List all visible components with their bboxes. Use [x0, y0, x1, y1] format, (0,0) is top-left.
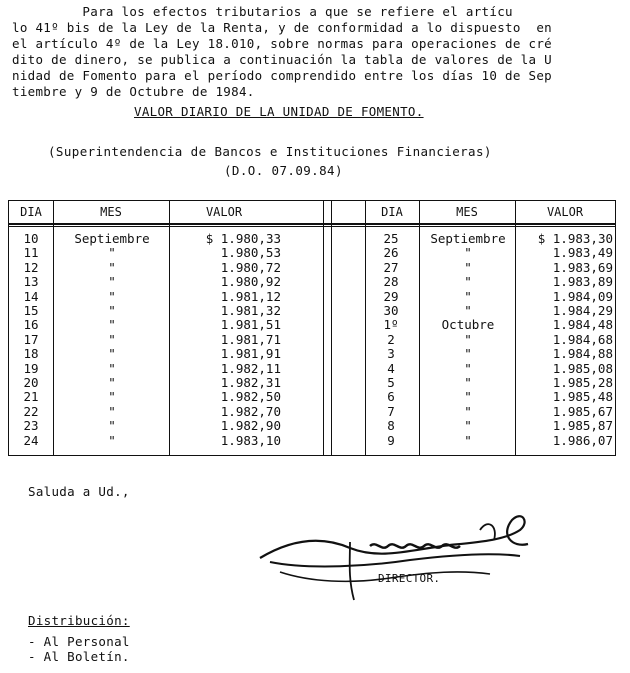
distribution-list	[28, 634, 130, 664]
intro-line: nidad de Fomento para el período comprendido entre los días 10 de Sep	[12, 68, 552, 83]
table-cell-dia: 25	[383, 231, 399, 246]
header-mes-right: MES	[456, 205, 478, 219]
table-cell-mes: "	[108, 389, 116, 405]
table-cell-dia: 24	[23, 432, 39, 448]
table-cell-dia: 2	[387, 331, 395, 347]
distribution-item: - Al Boletín.	[28, 649, 130, 664]
table-cell-valor: 1.982,11	[220, 360, 281, 376]
table-cell-dia: 1º	[383, 317, 399, 333]
table-cell-mes: "	[108, 360, 116, 376]
column-divider	[331, 201, 332, 455]
header-rule	[9, 226, 615, 227]
table-cell-mes: "	[464, 303, 472, 318]
table-cell-dia: 3	[387, 346, 395, 362]
column-divider	[169, 201, 170, 455]
table-cell-valor: 1.983,49	[552, 245, 613, 261]
table-cell-dia: 16	[23, 317, 39, 333]
header-valor-right: VALOR	[546, 205, 584, 219]
table-cell-valor: 1.980,92	[220, 274, 281, 290]
table-cell-mes: "	[464, 389, 472, 405]
table-cell-dia: 13	[23, 274, 39, 290]
table-cell-valor: 1.985,48	[552, 389, 613, 405]
table-cell-dia: 29	[383, 288, 399, 304]
table-cell-mes: Septiembre	[430, 231, 506, 246]
table-cell-valor: 1.983,10	[220, 432, 281, 448]
table-cell-valor: 1.980,53	[220, 245, 281, 261]
column-divider	[323, 201, 324, 455]
table-cell-mes: "	[464, 288, 472, 304]
distribution-item: - Al Personal	[28, 634, 130, 649]
table-cell-mes: "	[108, 274, 116, 290]
table-cell-valor: 1.983,89	[552, 274, 613, 290]
table-cell-valor: 1.980,72	[220, 259, 281, 275]
table-cell-dia: 4	[387, 360, 395, 376]
table-cell-valor: 1.984,09	[552, 288, 613, 304]
table-cell-dia: 27	[383, 259, 399, 275]
table-cell-mes: "	[464, 259, 472, 275]
intro-paragraph	[12, 4, 618, 100]
table-cell-valor: 1.981,91	[220, 346, 281, 362]
table-cell-mes: Octubre	[441, 317, 495, 333]
header-mes-left: MES	[100, 205, 122, 219]
table-cell-dia: 30	[383, 303, 399, 318]
table-cell-valor: 1.984,29	[552, 303, 613, 318]
table-cell-dia: 12	[23, 259, 39, 275]
table-cell-mes: "	[108, 346, 116, 362]
issuer-subtitle: (Superintendencia de Bancos e Instituciones Financieras)	[48, 144, 492, 159]
table-cell-valor: 1.982,31	[220, 375, 281, 390]
closing-salutation: Saluda a Ud.,	[28, 484, 130, 499]
header-valor-left: VALOR	[205, 205, 243, 219]
table-cell-valor: 1.983,69	[552, 259, 613, 275]
table-cell-dia: 19	[23, 360, 39, 376]
table-cell-dia: 10	[23, 231, 39, 246]
table-cell-dia: 21	[23, 389, 39, 405]
table-cell-mes: "	[108, 288, 116, 304]
table-cell-mes: "	[108, 418, 116, 434]
table-cell-dia: 11	[23, 245, 39, 261]
table-cell-mes: "	[108, 432, 116, 448]
column-divider	[53, 201, 54, 455]
table-cell-dia: 14	[23, 288, 39, 304]
table-cell-mes: Septiembre	[74, 231, 150, 246]
table-cell-valor: $ 1.983,30	[537, 231, 613, 246]
table-cell-mes: "	[464, 418, 472, 434]
table-cell-dia: 18	[23, 346, 39, 362]
uf-values-table	[8, 200, 616, 456]
table-cell-dia: 7	[387, 403, 395, 419]
column-divider	[365, 201, 366, 455]
table-cell-mes: "	[464, 375, 472, 390]
table-cell-valor: 1.982,90	[220, 418, 281, 434]
table-cell-mes: "	[108, 303, 116, 318]
table-cell-dia: 26	[383, 245, 399, 261]
table-cell-mes: "	[108, 245, 116, 261]
table-cell-dia: 9	[387, 432, 395, 448]
distribution-title: Distribución:	[28, 613, 130, 628]
table-cell-dia: 5	[387, 375, 395, 390]
table-cell-valor: 1.981,51	[220, 317, 281, 333]
table-cell-mes: "	[108, 375, 116, 390]
document-heading: VALOR DIARIO DE LA UNIDAD DE FOMENTO.	[134, 104, 424, 119]
table-cell-mes: "	[464, 331, 472, 347]
intro-line: dito de dinero, se publica a continuación la tabla de valores de la U	[12, 52, 552, 67]
table-cell-valor: 1.982,70	[220, 403, 281, 419]
table-cell-valor: 1.985,28	[552, 375, 613, 390]
header-dia-right: DIA	[381, 205, 403, 219]
table-cell-mes: "	[464, 245, 472, 261]
table-cell-valor: 1.982,50	[220, 389, 281, 405]
table-cell-dia: 15	[23, 303, 39, 318]
table-cell-mes: "	[108, 403, 116, 419]
table-cell-dia: 17	[23, 331, 39, 347]
table-cell-mes: "	[464, 274, 472, 290]
signer-title: DIRECTOR.	[378, 572, 441, 585]
table-cell-valor: $ 1.980,33	[205, 231, 281, 246]
table-cell-valor: 1.985,08	[552, 360, 613, 376]
table-cell-valor: 1.984,88	[552, 346, 613, 362]
table-cell-valor: 1.984,48	[552, 317, 613, 333]
table-cell-valor: 1.981,71	[220, 331, 281, 347]
table-cell-mes: "	[464, 346, 472, 362]
table-cell-valor: 1.981,32	[220, 303, 281, 318]
table-cell-dia: 6	[387, 389, 395, 405]
header-rule	[9, 223, 615, 225]
table-cell-dia: 20	[23, 375, 39, 390]
table-cell-mes: "	[108, 331, 116, 347]
table-cell-mes: "	[464, 432, 472, 448]
intro-line: Para los efectos tributarios a que se refiere el artícu	[12, 4, 513, 19]
table-cell-dia: 28	[383, 274, 399, 290]
table-cell-valor: 1.981,12	[220, 288, 281, 304]
table-cell-valor: 1.986,07	[552, 432, 613, 448]
table-cell-dia: 22	[23, 403, 39, 419]
table-cell-mes: "	[464, 360, 472, 376]
table-cell-valor: 1.985,67	[552, 403, 613, 419]
date-reference: (D.O. 07.09.84)	[224, 163, 343, 178]
table-cell-mes: "	[108, 317, 116, 333]
table-cell-valor: 1.984,68	[552, 331, 613, 347]
table-cell-valor: 1.985,87	[552, 418, 613, 434]
table-cell-dia: 23	[23, 418, 39, 434]
intro-line: tiembre y 9 de Octubre de 1984.	[12, 84, 255, 99]
handwritten-signature	[250, 500, 540, 610]
table-cell-dia: 8	[387, 418, 395, 434]
header-dia-left: DIA	[20, 205, 42, 219]
intro-line: el artículo 4º de la Ley 18.010, sobre normas para operaciones de cré	[12, 36, 552, 51]
table-cell-mes: "	[464, 403, 472, 419]
table-cell-mes: "	[108, 259, 116, 275]
intro-line: lo 41º bis de la Ley de la Renta, y de conformidad a lo dispuesto en	[12, 20, 552, 35]
